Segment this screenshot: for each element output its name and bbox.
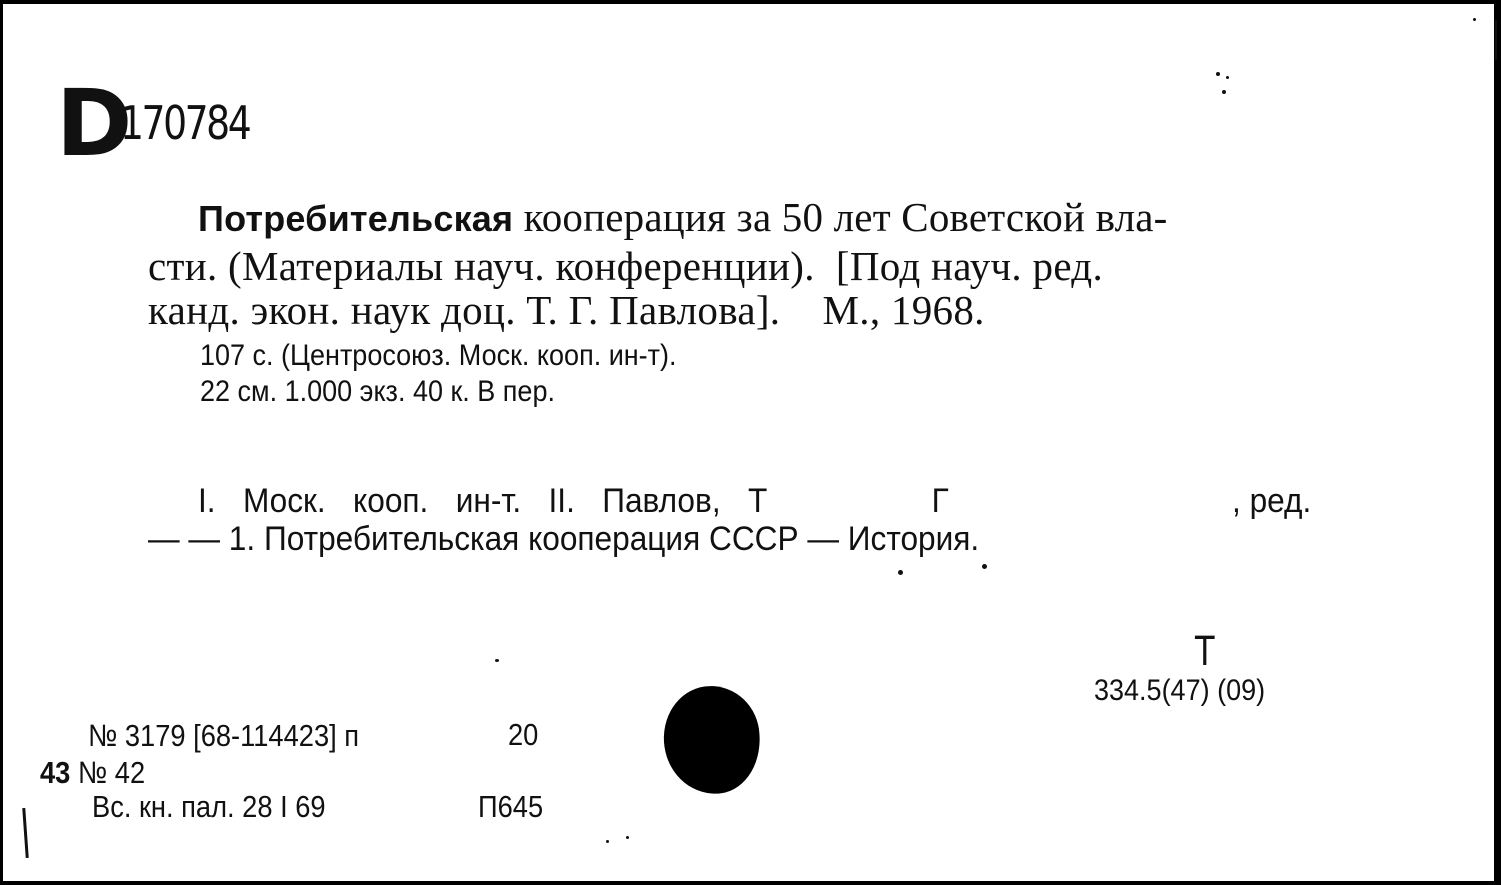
description-line-4: 107 с. (Центросоюз. Моск. кооп. ин-т). (200, 339, 677, 372)
description-line-1-rest: кооперация за 50 лет Советской вла- (513, 194, 1168, 240)
pen-stroke-mark (22, 808, 28, 858)
speck-mark (982, 564, 987, 569)
speck-mark (898, 570, 903, 575)
scan-border-bottom (0, 881, 1501, 885)
ledger-line-1-number: 20 (508, 717, 539, 752)
ledger-line-2 (40, 757, 145, 788)
speck-mark (495, 659, 499, 662)
pen-stroke-mark (1495, 20, 1497, 60)
tracings-line-1-end: , ред. (1232, 482, 1312, 520)
description-line-1 (198, 194, 1168, 240)
speck-mark (1216, 72, 1220, 76)
punch-hole (657, 680, 767, 800)
call-number-letter: D (56, 70, 131, 177)
ledger-line-3-code: П645 (478, 789, 544, 824)
ledger-line-2-text: № 42 (70, 755, 146, 790)
description-title-bold: Потребительская (198, 198, 514, 239)
scan-border-left (0, 0, 3, 885)
ledger-line-2-prefix: 43 (40, 755, 71, 790)
tracings-line-2: — — 1. Потребительская кооперация СССР — История. (148, 520, 980, 558)
scan-border-top (0, 0, 1501, 4)
description-line-5: 22 см. 1.000 экз. 40 к. В пер. (200, 375, 555, 408)
classification-mark: Т (1195, 629, 1215, 675)
speck-mark (1226, 76, 1229, 79)
description-line-3: канд. экон. наук доц. Т. Г. Павлова]. М., 1968. (148, 287, 985, 333)
speck-mark (626, 836, 629, 839)
tracings-line-1: I. Моск. кооп. ин-т. II. Павлов, Т Г (198, 482, 949, 520)
ledger-line-3: Вс. кн. пал. 28 I 69 (92, 789, 326, 824)
classification-code: 334.5(47) (09) (1094, 674, 1266, 707)
speck-mark (1473, 18, 1476, 21)
speck-mark (1222, 90, 1226, 94)
description-line-2: сти. (Материалы науч. конференции). [Под науч. ред. (148, 243, 1103, 289)
scan-border-right (1494, 0, 1501, 885)
call-number: 170784 (120, 96, 250, 150)
ledger-line-1: № 3179 [68-114423] п (88, 718, 360, 753)
speck-mark (606, 840, 609, 843)
